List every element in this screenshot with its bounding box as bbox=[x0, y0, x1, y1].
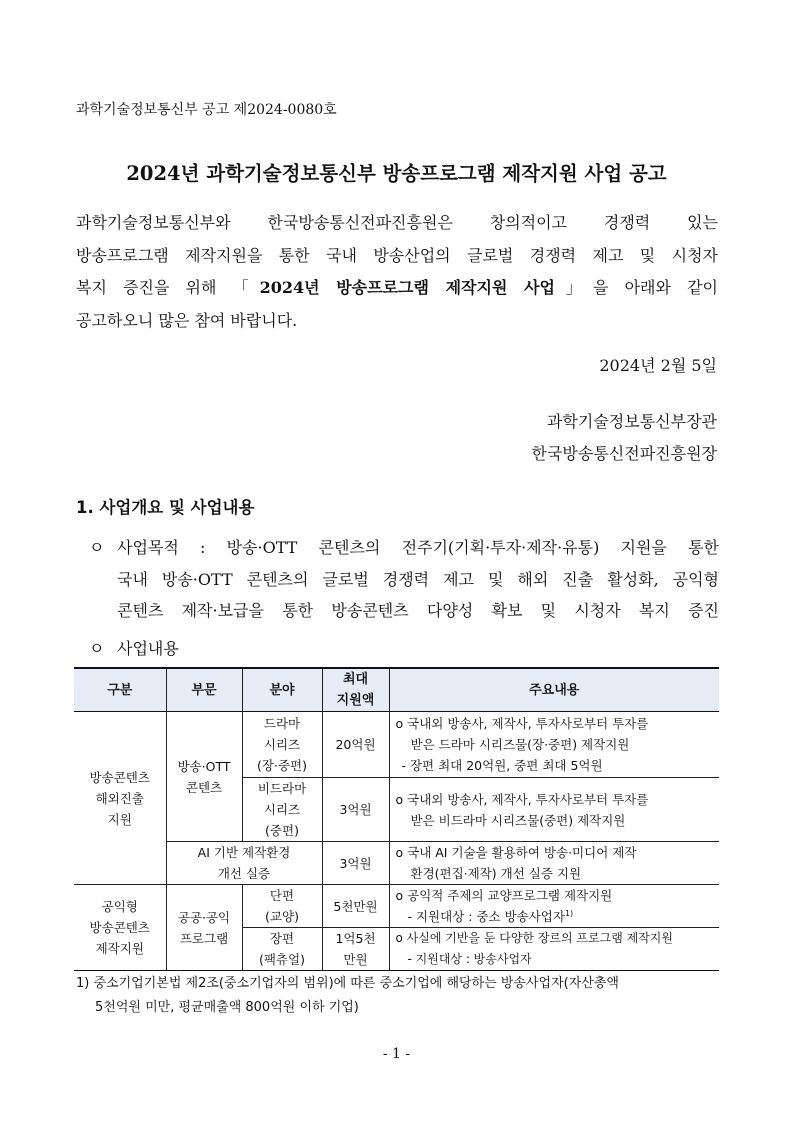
purpose-line-1: 사업목적 : 방송·OTT 콘텐츠의 전주기(기획·투자·제작·유통) 지원을 통한 bbox=[117, 538, 719, 557]
content-label: 사업내용 bbox=[117, 639, 179, 658]
field-cell: 드라마 시리즈 (장·중편) bbox=[242, 712, 322, 778]
amount-cell: 1억5천 만원 bbox=[322, 928, 389, 971]
field-cell: 단편 (교양) bbox=[242, 885, 322, 928]
footnote-line-1: 1) 중소기업기본법 제2조(중소기업자의 범위)에 따른 중소기업에 해당하는 방송사업자(자산총액 bbox=[76, 976, 619, 991]
program-name-bold: 2024년 방송프로그램 제작지원 사업 bbox=[259, 278, 555, 297]
description-cell: o 공익적 주제의 교양프로그램 제작지원 - 지원대상 : 중소 방송사업자$^{1)}$ bbox=[389, 885, 719, 928]
field-cell: 비드라마 시리즈 (중편) bbox=[242, 778, 322, 842]
field-cell: AI 기반 제작환경 개선 실증 bbox=[166, 842, 322, 885]
footnote bbox=[76, 972, 721, 1020]
header-main-content: 주요내용 bbox=[389, 668, 719, 712]
bullet-icon: ㅇ bbox=[89, 639, 105, 658]
footnote-marker: 1) bbox=[564, 908, 574, 918]
description-cell: o 국내 AI 기술을 활용하여 방송·미디어 제작 환경(편집·제작) 개선 실증 지원 bbox=[389, 842, 719, 885]
table-row bbox=[74, 842, 719, 885]
division-cell: 공공·공익 프로그램 bbox=[166, 885, 242, 971]
intro-paragraph bbox=[76, 207, 718, 337]
announcement-date: 2024년 2월 5일 bbox=[599, 356, 717, 375]
category-cell: 방송콘텐츠 해외진출 지원 bbox=[74, 712, 166, 885]
intro-line-2: 방송프로그램 제작지원을 통한 국내 방송산업의 글로벌 경쟁력 제고 및 시청자 bbox=[76, 245, 718, 265]
field-cell: 장편 (팩츄얼) bbox=[242, 928, 322, 971]
header-category: 구분 bbox=[74, 668, 166, 712]
bullet-icon: ㅇ bbox=[89, 538, 105, 557]
intro-line-3-pre: 복지 증진을 위해 「 bbox=[76, 278, 260, 297]
amount-cell: 3억원 bbox=[322, 842, 389, 885]
table-row bbox=[74, 885, 719, 928]
page-number: - 1 - bbox=[382, 1046, 411, 1062]
intro-line-1: 과학기술정보통신부와 한국방송통신전파진흥원은 창의적이고 경쟁력 있는 bbox=[76, 213, 718, 232]
category-cell: 공익형 방송콘텐츠 제작지원 bbox=[74, 885, 166, 971]
table-row bbox=[74, 712, 719, 778]
header-field: 분야 bbox=[242, 668, 322, 712]
signatory-agency: 한국방송통신전파진흥원장 bbox=[531, 444, 717, 463]
purpose-line-3: 콘텐츠 제작·보급을 통한 방송콘텐츠 다양성 확보 및 시청자 복지 증진 bbox=[117, 601, 719, 620]
purpose-block bbox=[89, 532, 719, 627]
intro-line-3 bbox=[76, 272, 718, 305]
amount-cell: 5천만원 bbox=[322, 885, 389, 928]
intro-line-4: 공고하오니 많은 참여 바랍니다. bbox=[76, 310, 298, 330]
amount-cell: 3억원 bbox=[322, 778, 389, 842]
intro-line-3-post: 」을 아래와 같이 bbox=[554, 278, 718, 297]
footnote-line-2: 5천억원 미만, 평균매출액 800억원 이하 기업) bbox=[95, 1000, 359, 1015]
division-cell: 방송·OTT 콘텐츠 bbox=[166, 712, 242, 842]
content-label-row bbox=[89, 636, 179, 659]
description-cell: o 사실에 기반을 둔 다양한 장르의 프로그램 제작지원 - 지원대상 : 방송사업자 bbox=[389, 928, 719, 971]
announcement-number: 과학기술정보통신부 공고 제2024-0080호 bbox=[76, 102, 337, 118]
amount-cell: 20억원 bbox=[322, 712, 389, 778]
program-table bbox=[74, 667, 719, 971]
document-title: 2024년 과학기술정보통신부 방송프로그램 제작지원 사업 공고 bbox=[126, 162, 667, 185]
purpose-line-2: 국내 방송·OTT 콘텐츠의 글로벌 경쟁력 제고 및 해외 진출 활성화, 공익형 bbox=[117, 569, 719, 589]
description-cell: o 국내외 방송사, 제작사, 투자사로부터 투자를 받은 비드라마 시리즈물(중편) 제작지원 bbox=[389, 778, 719, 842]
signatory-minister: 과학기술정보통신부장관 bbox=[546, 412, 717, 431]
description-cell: o 국내외 방송사, 제작사, 투자사로부터 투자를 받은 드라마 시리즈물(장·중편) 제작지원 - 장편 최대 20억원, 중편 최대 5억원 bbox=[389, 712, 719, 778]
header-division: 부문 bbox=[166, 668, 242, 712]
header-max-amount: 최대 지원액 bbox=[322, 668, 389, 712]
section-heading: 1. 사업개요 및 사업내용 bbox=[76, 498, 255, 517]
